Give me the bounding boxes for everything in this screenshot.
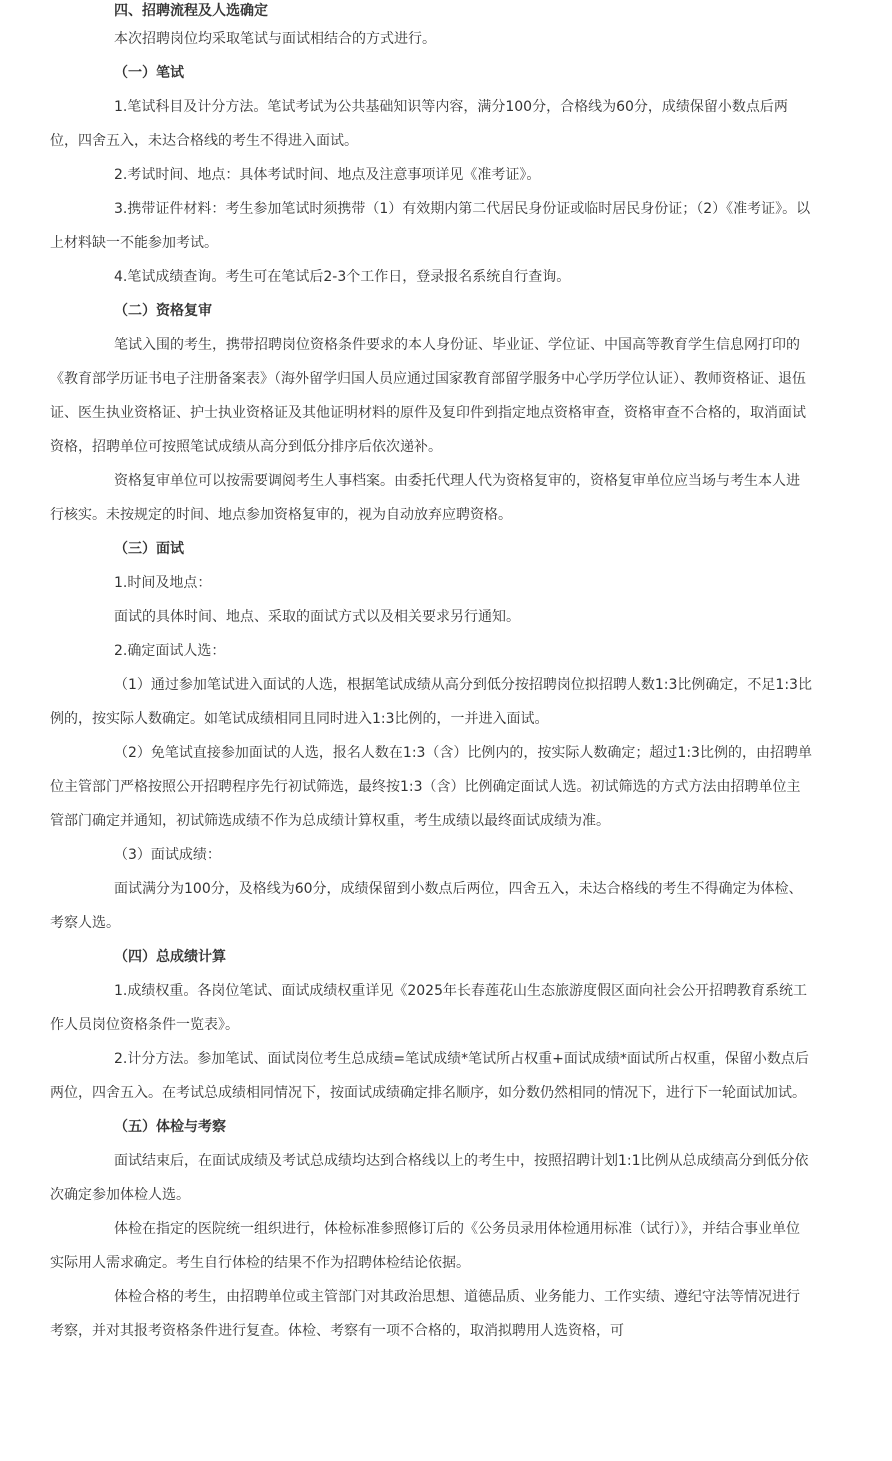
section-heading: 四、招聘流程及人选确定: [114, 3, 268, 19]
paragraph: 1.成绩权重。各岗位笔试、面试成绩权重详见《2025年长春莲花山生态旅游度假区面向社会公开招聘教育系统工作人员岗位资格条件一览表》。: [50, 983, 807, 1033]
paragraph: （1）通过参加笔试进入面试的人选，根据笔试成绩从高分到低分按招聘岗位拟招聘人数1:3比例确定，不足1:3比例的，按实际人数确定。如笔试成绩相同且同时进入1:3比例的，一并进入面试。: [50, 677, 812, 727]
paragraph: 笔试入围的考生，携带招聘岗位资格条件要求的本人身份证、毕业证、学位证、中国高等教育学生信息网打印的《教育部学历证书电子注册备案表》（海外留学归国人员应通过国家教育部留学服务中心学历学位认证）、教师资格证、退伍证、医生执业资格证、护士执业资格证及其他证明材料的原件及复印件到指定地点资格审查，资格审查不合格的，取消面试资格，招聘单位可按照笔试成绩从高分到低分排序后依次递补。: [50, 337, 806, 455]
paragraph: （2）免笔试直接参加面试的人选，报名人数在1:3（含）比例内的，按实际人数确定；超过1:3比例的，由招聘单位主管部门严格按照公开招聘程序先行初试筛选，最终按1:3（含）比例确定面试人选。初试筛选的方式方法由招聘单位主管部门确定并通知，初试筛选成绩不作为总成绩计算权重，考生成绩以最终面试成绩为准。: [50, 745, 812, 829]
subheading-total-score: （四）总成绩计算: [114, 949, 226, 965]
paragraph: 4.笔试成绩查询。考生可在笔试后2-3个工作日，登录报名系统自行查询。: [114, 269, 571, 285]
paragraph: 2.考试时间、地点：具体考试时间、地点及注意事项详见《准考证》。: [114, 167, 541, 183]
paragraph: 3.携带证件材料：考生参加笔试时须携带（1）有效期内第二代居民身份证或临时居民身份证；（2）《准考证》。以上材料缺一不能参加考试。: [50, 201, 811, 251]
paragraph: （3）面试成绩：: [114, 847, 221, 863]
subheading-medical-exam: （五）体检与考察: [114, 1119, 226, 1135]
paragraph: 2.确定面试人选：: [114, 643, 226, 659]
paragraph: 1.笔试科目及计分方法。笔试考试为公共基础知识等内容，满分100分，合格线为60分，成绩保留小数点后两位，四舍五入，未达合格线的考生不得进入面试。: [50, 99, 788, 149]
paragraph: 体检合格的考生，由招聘单位或主管部门对其政治思想、道德品质、业务能力、工作实绩、遵纪守法等情况进行考察，并对其报考资格条件进行复查。体检、考察有一项不合格的，取消拟聘用人选资格，可: [50, 1289, 800, 1339]
paragraph: 体检在指定的医院统一组织进行，体检标准参照修订后的《公务员录用体检通用标准（试行）》，并结合事业单位实际用人需求确定。考生自行体检的结果不作为招聘体检结论依据。: [50, 1221, 800, 1271]
paragraph: 资格复审单位可以按需要调阅考生人事档案。由委托代理人代为资格复审的，资格复审单位应当场与考生本人进行核实。未按规定的时间、地点参加资格复审的，视为自动放弃应聘资格。: [50, 473, 800, 523]
subheading-interview: （三）面试: [114, 541, 184, 557]
paragraph: 面试结束后，在面试成绩及考试总成绩均达到合格线以上的考生中，按照招聘计划1:1比例从总成绩高分到低分依次确定参加体检人选。: [50, 1153, 809, 1203]
paragraph: 1.时间及地点：: [114, 575, 212, 591]
paragraph: 面试的具体时间、地点、采取的面试方式以及相关要求另行通知。: [114, 609, 520, 625]
subheading-qualification-review: （二）资格复审: [114, 303, 212, 319]
paragraph: 2.计分方法。参加笔试、面试岗位考生总成绩=笔试成绩*笔试所占权重+面试成绩*面试所占权重，保留小数点后两位，四舍五入。在考试总成绩相同情况下，按面试成绩确定排名顺序，如分数仍然相同的情况下，进行下一轮面试加试。: [50, 1051, 809, 1101]
article-body: [50, 0, 812, 1348]
subheading-written-exam: （一）笔试: [114, 65, 184, 81]
section-intro: 本次招聘岗位均采取笔试与面试相结合的方式进行。: [114, 31, 436, 47]
paragraph: 面试满分为100分，及格线为60分，成绩保留到小数点后两位，四舍五入，未达合格线的考生不得确定为体检、考察人选。: [50, 881, 803, 931]
